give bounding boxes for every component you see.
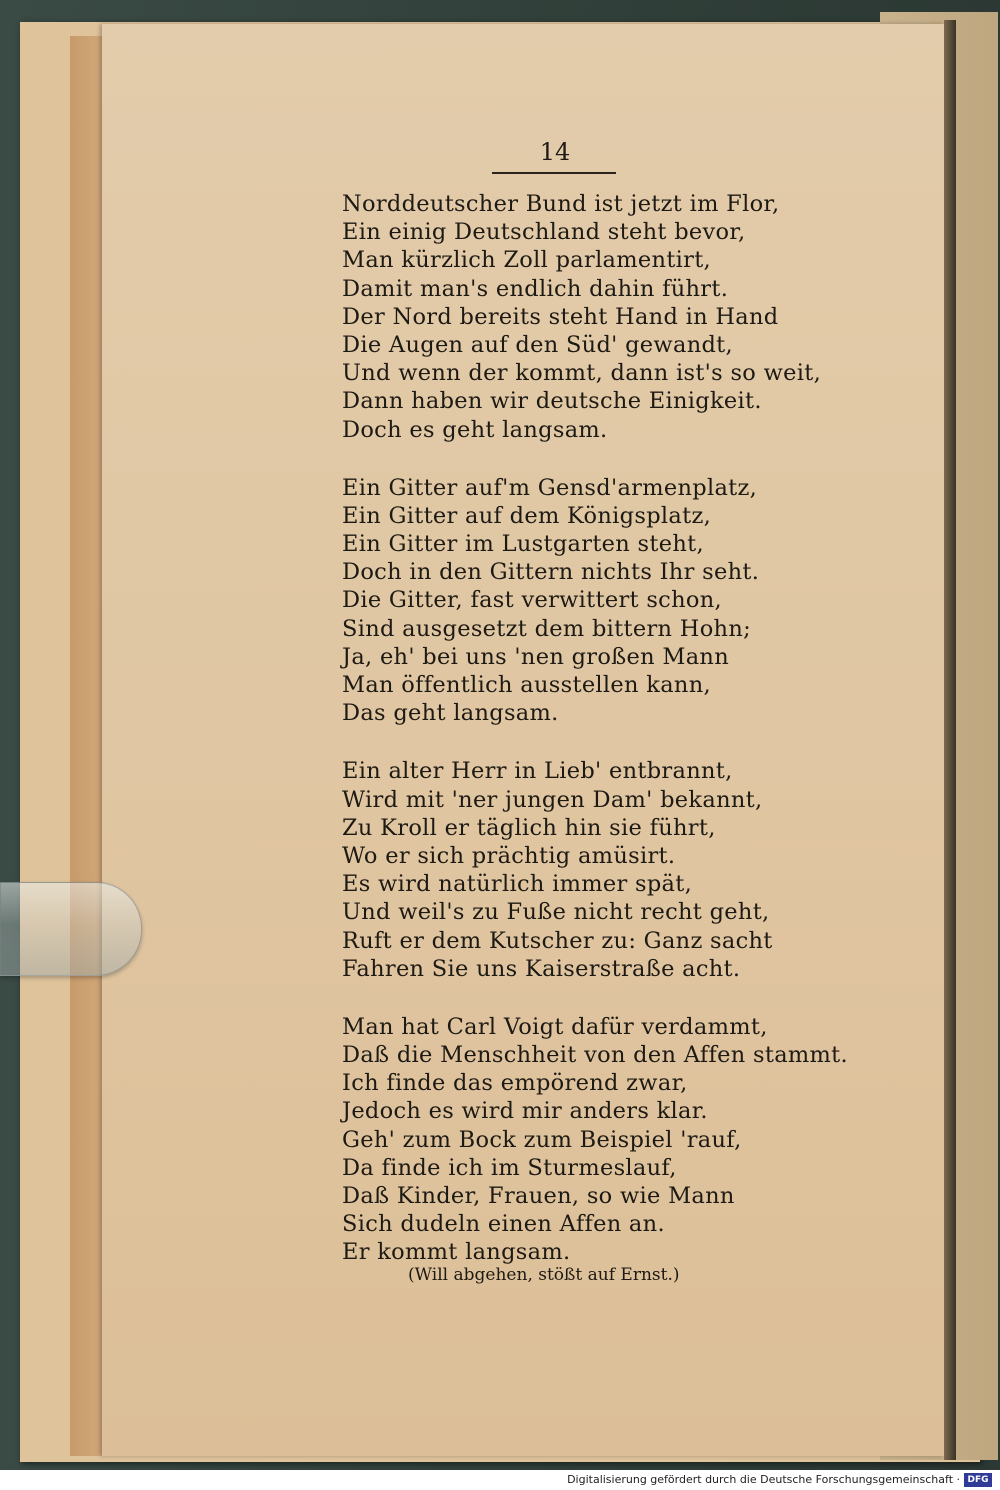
poem-line: Fahren Sie uns Kaiserstraße acht. bbox=[342, 955, 741, 982]
poem-line: Die Gitter, fast verwittert schon, bbox=[342, 587, 722, 614]
page-number: 14 bbox=[539, 138, 571, 166]
poem-line: Da finde ich im Sturmeslauf, bbox=[342, 1154, 677, 1181]
poem-line: Ein Gitter im Lustgarten steht, bbox=[342, 531, 704, 558]
poem-line: Ich finde das empörend zwar, bbox=[342, 1070, 688, 1097]
poem-line: Jedoch es wird mir anders klar. bbox=[342, 1098, 708, 1125]
poem-line: Sind ausgesetzt dem bittern Hohn; bbox=[342, 615, 752, 642]
poem-line: Man hat Carl Voigt dafür verdammt, bbox=[342, 1013, 768, 1040]
poem-line: Wo er sich prächtig amüsirt. bbox=[342, 842, 676, 869]
poem-line: Dann haben wir deutsche Einigkeit. bbox=[342, 388, 762, 415]
poem-line: Doch es geht langsam. bbox=[342, 416, 608, 443]
poem-line: Man kürzlich Zoll parlamentirt, bbox=[342, 247, 712, 274]
poem-line: Die Augen auf den Süd' gewandt, bbox=[342, 331, 733, 358]
stanza-3 bbox=[342, 757, 862, 983]
stanza-4 bbox=[342, 1013, 862, 1267]
poem-line: Ein einig Deutschland steht bevor, bbox=[342, 219, 746, 246]
poem-line: Es wird natürlich immer spät, bbox=[342, 871, 693, 898]
poem-line: Ein alter Herr in Lieb' entbrannt, bbox=[342, 758, 733, 785]
page-holder-clip bbox=[0, 882, 142, 976]
poem bbox=[342, 190, 862, 1297]
footer-credit: Digitalisierung gefördert durch die Deutsche Forschungsgemeinschaft · bbox=[567, 1473, 960, 1486]
poem-line: Daß die Menschheit von den Affen stammt. bbox=[342, 1042, 848, 1069]
poem-line: Norddeutscher Bund ist jetzt im Flor, bbox=[342, 191, 780, 217]
poem-line: Er kommt langsam. bbox=[342, 1239, 571, 1266]
poem-line: Ruft er dem Kutscher zu: Ganz sacht bbox=[342, 927, 773, 954]
page-number-rule bbox=[492, 172, 616, 174]
stanza-2 bbox=[342, 474, 862, 728]
poem-line: Der Nord bereits steht Hand in Hand bbox=[342, 303, 779, 330]
poem-line: Wird mit 'ner jungen Dam' bekannt, bbox=[342, 786, 763, 813]
stage-direction: (Will abgehen, stößt auf Ernst.) bbox=[408, 1265, 680, 1285]
poem-line: Geh' zum Bock zum Beispiel 'rauf, bbox=[342, 1126, 742, 1153]
poem-line: Zu Kroll er täglich hin sie führt, bbox=[342, 814, 716, 841]
poem-line: Sich dudeln einen Affen an. bbox=[342, 1211, 665, 1238]
poem-line: Man öffentlich ausstellen kann, bbox=[342, 672, 711, 698]
poem-line: Ein Gitter auf dem Königsplatz, bbox=[342, 502, 712, 529]
stanza-1 bbox=[342, 190, 862, 444]
poem-line: Doch in den Gittern nichts Ihr seht. bbox=[342, 559, 760, 586]
poem-line: Und wenn der kommt, dann ist's so weit, bbox=[342, 360, 822, 387]
poem-line: Daß Kinder, Frauen, so wie Mann bbox=[342, 1183, 735, 1209]
poem-line: Und weil's zu Fuße nicht recht geht, bbox=[342, 899, 770, 926]
book-gutter bbox=[944, 20, 956, 1460]
poem-line: Ja, eh' bei uns 'nen großen Mann bbox=[342, 643, 729, 670]
dfg-logo: DFG bbox=[964, 1473, 992, 1487]
poem-line: Damit man's endlich dahin führt. bbox=[342, 275, 729, 302]
poem-line: Das geht langsam. bbox=[342, 700, 559, 727]
poem-line: Ein Gitter auf'm Gensd'armenplatz, bbox=[342, 474, 758, 501]
